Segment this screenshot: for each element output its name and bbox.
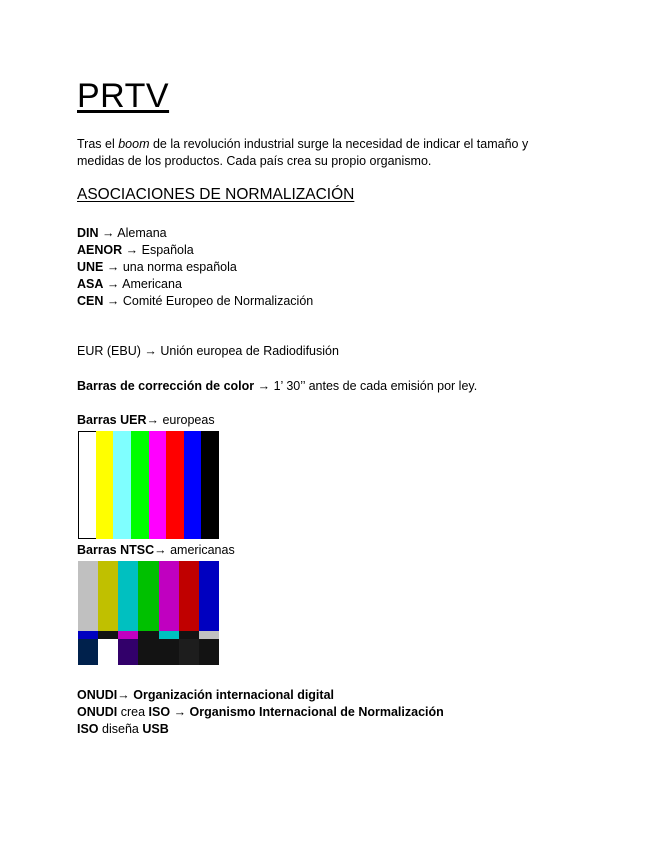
uer-bar-2 xyxy=(96,431,114,539)
ntsc-bottom-bar-3 xyxy=(118,639,138,665)
ntsc-top-bar-1 xyxy=(78,561,98,631)
ntsc-mid-bar-5 xyxy=(159,631,179,639)
uer-bar-7 xyxy=(184,431,202,539)
uer-bar-5 xyxy=(149,431,167,539)
ntsc-top-bar-7 xyxy=(199,561,219,631)
association-aenor: AENOR → Española xyxy=(77,243,194,257)
ntsc-top-bar-3 xyxy=(118,561,138,631)
ntsc-mid-bar-6 xyxy=(179,631,199,639)
association-din: DIN → Alemana xyxy=(77,226,167,240)
ntsc-mid-bar-1 xyxy=(78,631,98,639)
barras-line: Barras de corrección de color → 1’ 30’’ antes de cada emisión por ley. xyxy=(77,379,478,393)
ntsc-color-bars xyxy=(78,561,219,665)
intro-emphasis: boom xyxy=(118,137,150,151)
ntsc-top-row xyxy=(78,561,219,631)
association-cen: CEN → Comité Europeo de Normalización xyxy=(77,294,314,308)
uer-label: Barras UER→ europeas xyxy=(77,413,215,427)
uer-bar-6 xyxy=(166,431,184,539)
iso-usb-line: ISO diseña USB xyxy=(77,722,169,736)
ntsc-mid-bar-3 xyxy=(118,631,138,639)
section-heading: ASOCIACIONES DE NORMALIZACIÓN xyxy=(77,186,355,203)
ntsc-top-bar-5 xyxy=(159,561,179,631)
ntsc-bottom-bar-7 xyxy=(199,639,219,665)
intro-text-start: Tras el xyxy=(77,137,119,151)
ntsc-top-bar-2 xyxy=(98,561,118,631)
ntsc-bottom-bar-6 xyxy=(179,639,199,665)
intro-paragraph xyxy=(77,136,557,170)
uer-color-bars xyxy=(78,431,219,539)
ntsc-middle-row xyxy=(78,631,219,639)
ntsc-label: Barras NTSC→ americanas xyxy=(77,543,235,557)
eur-line: EUR (EBU) → Unión europea de Radiodifusión xyxy=(77,344,339,358)
page-title: PRTV xyxy=(77,77,170,115)
ntsc-top-bar-4 xyxy=(138,561,158,631)
ntsc-bottom-bar-5 xyxy=(159,639,179,665)
uer-bar-8 xyxy=(201,431,219,539)
ntsc-top-bar-6 xyxy=(179,561,199,631)
uer-bar-3 xyxy=(113,431,131,539)
ntsc-mid-bar-7 xyxy=(199,631,219,639)
ntsc-bottom-bar-4 xyxy=(138,639,158,665)
ntsc-bottom-row xyxy=(78,639,219,665)
ntsc-mid-bar-2 xyxy=(98,631,118,639)
ntsc-bottom-bar-2 xyxy=(98,639,118,665)
onudi-line: ONUDI→ Organización internacional digital xyxy=(77,688,334,702)
uer-bar-4 xyxy=(131,431,149,539)
ntsc-bottom-bar-1 xyxy=(78,639,98,665)
association-une: UNE → una norma española xyxy=(77,260,237,274)
onudi-iso-line: ONUDI crea ISO → Organismo Internacional de Normalización xyxy=(77,705,444,719)
intro-text-end: de la revolución industrial surge la necesidad de indicar el tamaño y medidas de los productos. Cada país crea su propio organismo. xyxy=(77,137,529,168)
uer-bar-1 xyxy=(78,431,96,539)
ntsc-mid-bar-4 xyxy=(138,631,158,639)
association-asa: ASA → Americana xyxy=(77,277,182,291)
